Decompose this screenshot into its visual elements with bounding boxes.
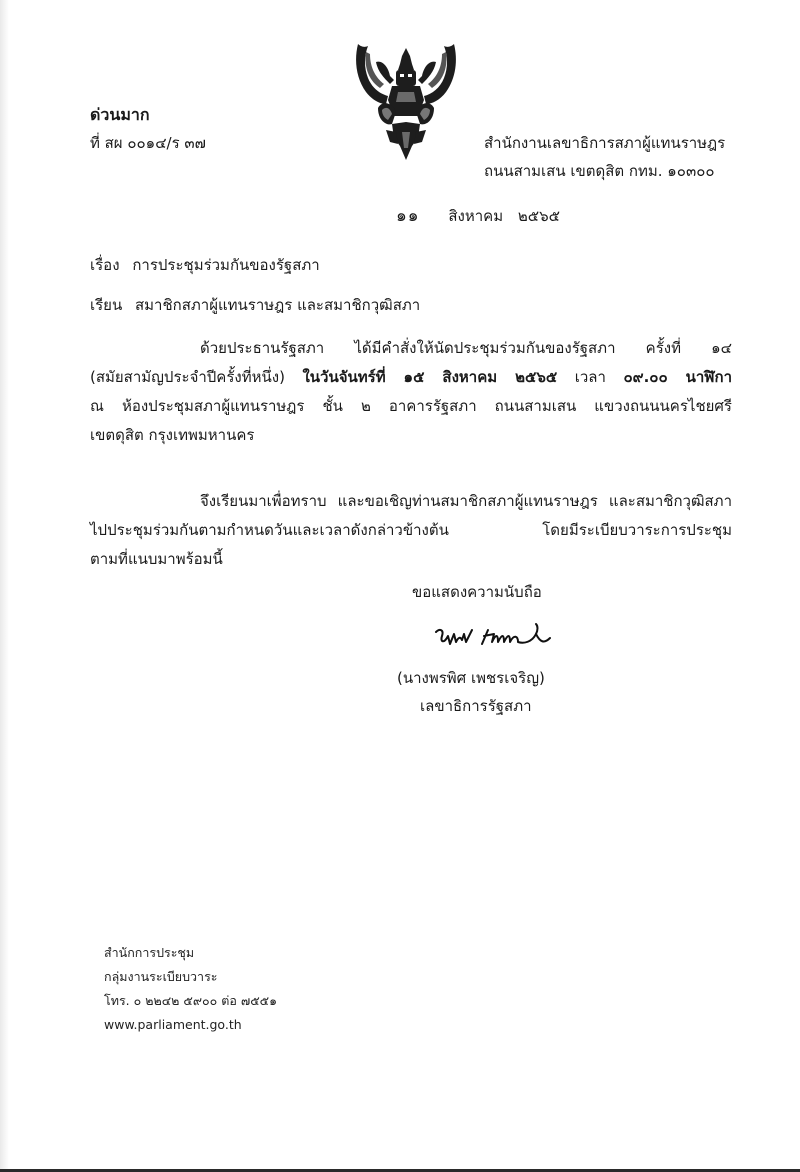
subject-label: เรื่อง — [90, 256, 120, 274]
body-paragraph-2 — [90, 487, 732, 574]
recipient-text: สมาชิกสภาผู้แทนราษฎร และสมาชิกวุฒิสภา — [135, 296, 421, 314]
document-date — [396, 202, 560, 229]
paragraph-2-line-2: ไปประชุมร่วมกันตามกำหนดวันและเวลาดังกล่าวข้างต้น โดยมีระเบียบวาระการประชุม — [90, 521, 732, 539]
sender-address: ถนนสามเสน เขตดุสิต กทม. ๑๐๓๐๐ — [484, 162, 715, 180]
paragraph-2-line-1: จึงเรียนมาเพื่อทราบ และขอเชิญท่านสมาชิกสภาผู้แทนราษฎร และสมาชิกวุฒิสภา — [200, 492, 732, 510]
recipient-line — [90, 293, 420, 317]
subject-line — [90, 253, 320, 277]
handwritten-signature-icon — [432, 622, 560, 652]
date-month: สิงหาคม — [448, 207, 504, 225]
footer-phone: โทร. ๐ ๒๒๔๒ ๕๙๐๐ ต่อ ๗๕๕๑ — [104, 993, 278, 1008]
closing-salutation: ขอแสดงความนับถือ — [412, 583, 542, 601]
time-label: เวลา — [557, 368, 624, 386]
date-day: ๑๑ — [396, 206, 420, 226]
date-year: ๒๕๖๕ — [517, 207, 560, 225]
sender-name: สำนักงานเลขาธิการสภาผู้แทนราษฎร — [484, 134, 726, 152]
signer-position: เลขาธิการรัฐสภา — [420, 697, 532, 715]
paragraph-1-line-3: ณ ห้องประชุมสภาผู้แทนราษฎร ชั้น ๒ อาคารรัฐสภา ถนนสามเสน แขวงถนนนครไชยศรี — [90, 397, 732, 415]
footer-contact — [104, 941, 277, 1037]
body-paragraph-1 — [90, 334, 732, 450]
garuda-emblem-icon — [352, 38, 460, 164]
urgency-label: ด่วนมาก — [90, 105, 150, 124]
signer-name: (นางพรพิศ เพชรเจริญ) — [397, 669, 545, 687]
meeting-time-bold: ๐๙.๐๐ นาฬิกา — [623, 368, 733, 386]
paragraph-2-line-3: ตามที่แนบมาพร้อมนี้ — [90, 550, 223, 568]
paragraph-1-line-4: เขตดุสิต กรุงเทพมหานคร — [90, 426, 255, 444]
session-text: (สมัยสามัญประจำปีครั้งที่หนึ่ง) — [90, 368, 303, 386]
scan-edge-shadow — [0, 0, 9, 1172]
reference-number: ที่ สผ ๐๐๑๔/ร ๓๗ — [90, 134, 206, 152]
footer-office: สำนักการประชุม — [104, 945, 195, 960]
paragraph-1-line-1: ด้วยประธานรัฐสภา ได้มีคำสั่งให้นัดประชุมร่วมกันของรัฐสภา ครั้งที่ ๑๔ — [200, 339, 732, 357]
recipient-label: เรียน — [90, 296, 123, 314]
footer-website-link[interactable]: www.parliament.go.th — [104, 1017, 242, 1032]
footer-group: กลุ่มงานระเบียบวาระ — [104, 969, 218, 984]
meeting-date-bold: ในวันจันทร์ที่ ๑๕ สิงหาคม ๒๕๖๕ — [302, 368, 558, 386]
subject-text: การประชุมร่วมกันของรัฐสภา — [132, 256, 320, 274]
paragraph-1-line-2 — [90, 363, 732, 392]
